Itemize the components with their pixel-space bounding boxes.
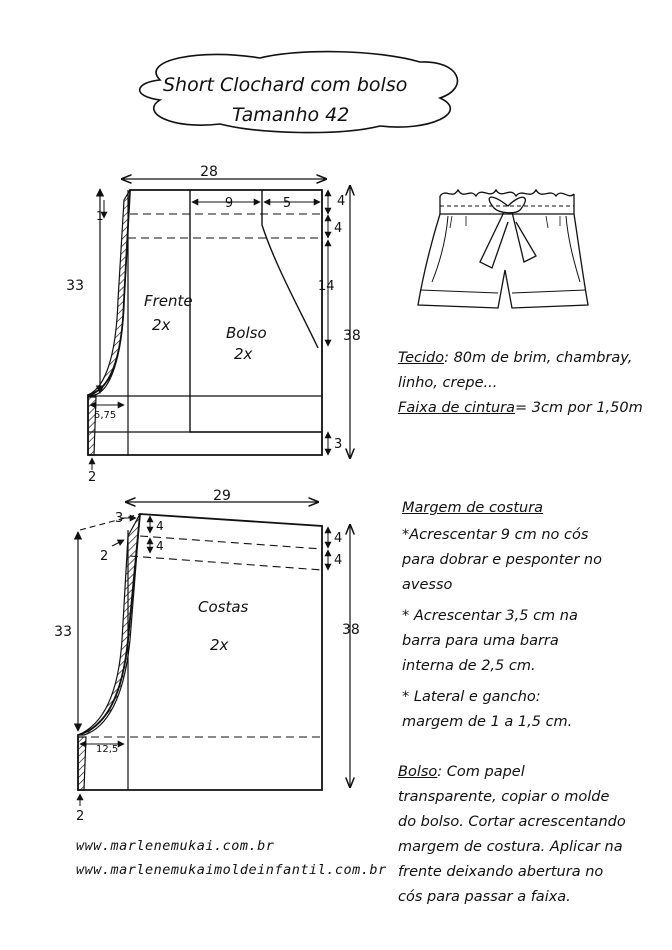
back-labels: [54, 488, 360, 824]
front-piece-count: 2x: [152, 316, 171, 334]
seam-note: [402, 496, 602, 735]
back-piece-count: 2x: [210, 636, 229, 654]
back-waistband-left-2: 4: [156, 539, 164, 553]
back-crotch-ext: 12,5: [96, 744, 119, 755]
front-piece-label: Frente: [144, 292, 193, 310]
seam-heading: Margem de costura: [402, 500, 544, 516]
front-piece: [88, 179, 350, 470]
pocket-count: 2x: [234, 345, 253, 363]
back-center-bottom: 2: [76, 809, 85, 824]
front-total-length: 38: [343, 328, 361, 344]
front-crotch-depth: 33: [66, 278, 84, 294]
pocket-note-label: Bolso: [398, 764, 438, 780]
front-waistband-2: 4: [334, 221, 343, 236]
front-crotch-ext: 5,75: [94, 410, 117, 421]
fabric-text: : 80m de brim, chambray, linho, crepe...: [398, 350, 633, 391]
title-cloud: [140, 52, 458, 133]
url-line-1[interactable]: www.marlenemukai.com.br: [76, 838, 275, 854]
back-waistband-right-1: 4: [334, 531, 343, 546]
seam-item-2: * Acrescentar 3,5 cm na barra para uma barra interna de 2,5 cm.: [402, 608, 578, 674]
back-piece-label: Costas: [198, 598, 249, 616]
back-center-top: 3: [115, 511, 124, 526]
waistband-text: = 3cm por 1,50m: [514, 400, 643, 416]
front-waistband-1: 4: [337, 194, 346, 209]
pocket-note: [398, 760, 626, 910]
back-crotch-depth: 33: [54, 624, 72, 640]
front-center-bottom: 2: [88, 470, 97, 485]
front-labels: [66, 164, 361, 485]
front-pocket-depth: 14: [318, 279, 335, 294]
back-center-mid: 2: [100, 549, 109, 564]
front-pocket-opening-2: 5: [282, 196, 292, 211]
front-top-width: 28: [200, 164, 218, 180]
seam-item-1: *Acrescentar 9 cm no cós para dobrar e pesponter no avesso: [402, 527, 602, 593]
pocket-note-text: : Com papel transparente, copiar o molde do bolso. Cortar acrescentando margem de costura. Aplicar na frente deixando abertura no cós para passar a faixa.: [398, 764, 626, 905]
back-total-length: 38: [342, 622, 360, 638]
url-line-2[interactable]: www.marlenemukaimoldeinfantil.com.br: [76, 862, 387, 878]
front-hem: 3: [334, 437, 343, 452]
fabric-note: [398, 346, 643, 421]
shorts-illustration: [418, 190, 588, 308]
title-line1: Short Clochard com bolso: [163, 74, 408, 96]
back-top-width: 29: [213, 488, 231, 504]
title-line2: Tamanho 42: [232, 104, 350, 126]
back-waistband-left-1: 4: [156, 519, 164, 533]
seam-item-3: * Lateral e gancho: margem de 1 a 1,5 cm.: [402, 689, 573, 730]
back-piece: [78, 502, 350, 806]
pocket-label: Bolso: [226, 324, 267, 342]
front-pocket-opening-1: 9: [224, 196, 234, 211]
waistband-label: Faixa de cintura: [398, 400, 515, 416]
fabric-label: Tecido: [398, 350, 445, 366]
back-waistband-right-2: 4: [334, 553, 343, 568]
front-center-top: 1: [96, 209, 104, 223]
